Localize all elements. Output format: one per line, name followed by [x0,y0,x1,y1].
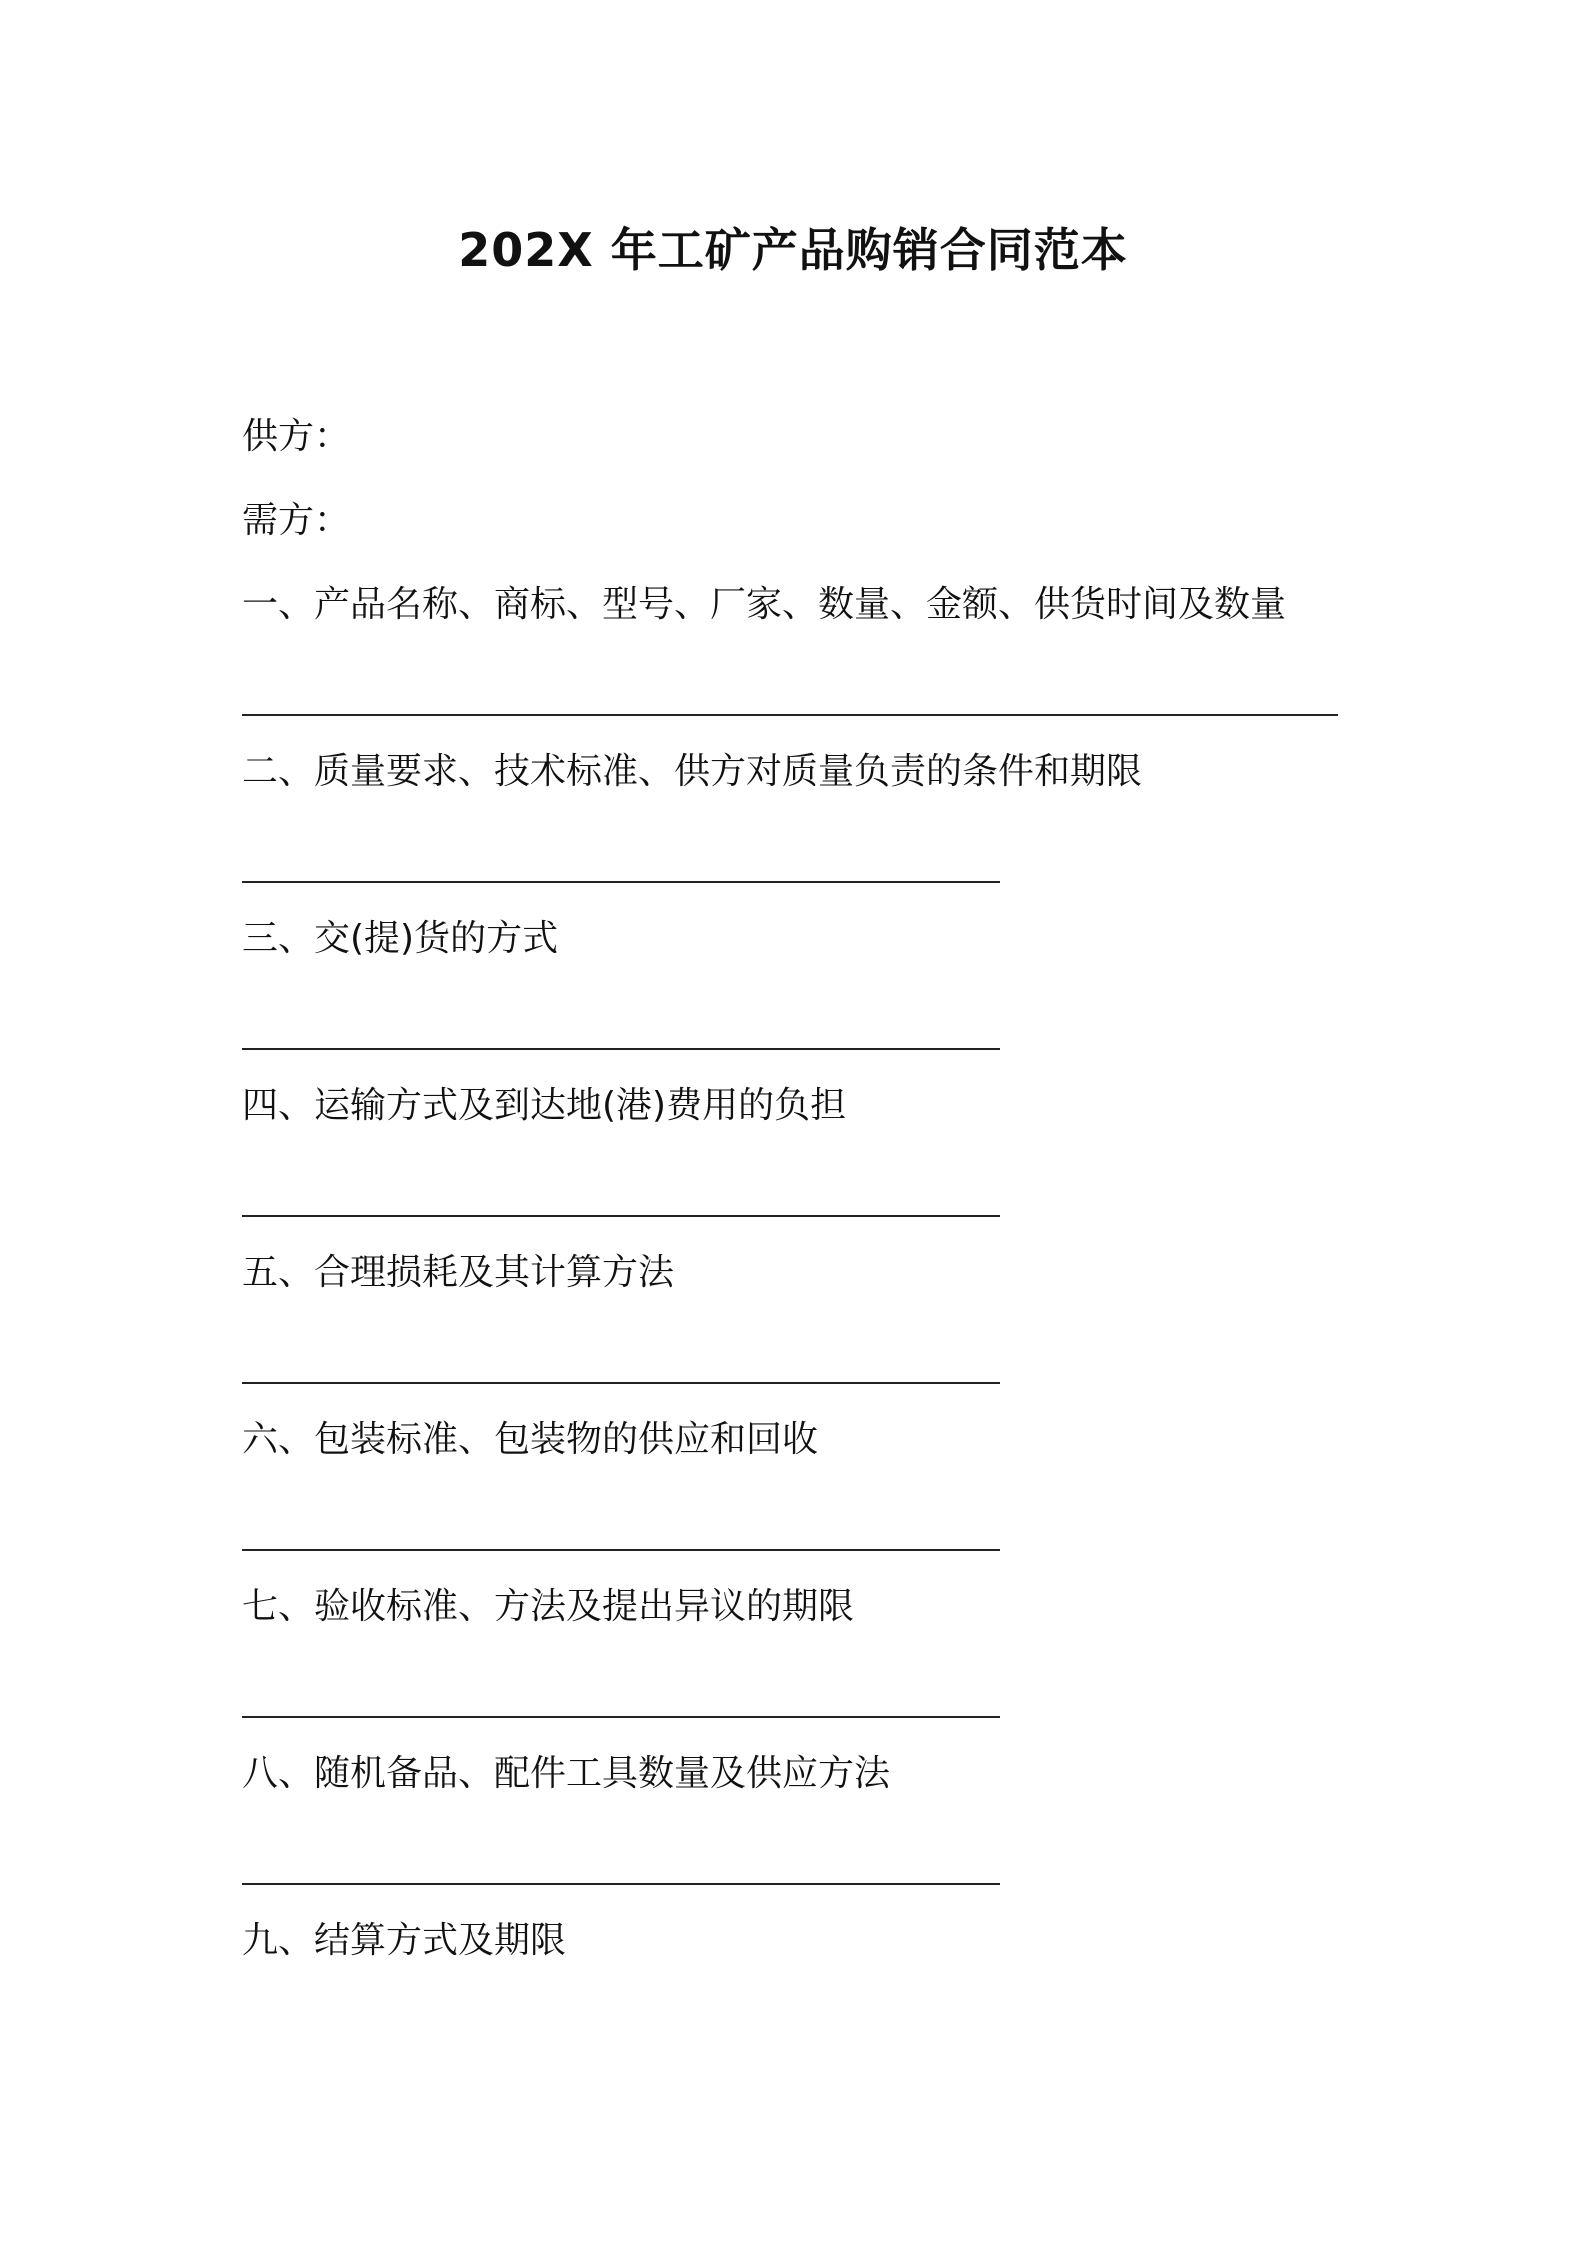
section-4-fill-line [242,1215,1000,1217]
section-1-fill-line [242,714,1338,716]
section-5-fill-line [242,1382,1000,1384]
section-2-fill-line [242,881,1000,883]
section-7-fill-line [242,1716,1000,1718]
section-8-fill-line [242,1883,1000,1885]
section-2-heading: 二、质量要求、技术标准、供方对质量负责的条件和期限 [242,751,1143,792]
section-4-heading: 四、运输方式及到达地(港)费用的负担 [242,1085,847,1126]
section-5-heading: 五、合理损耗及其计算方法 [242,1252,675,1293]
section-3-fill-line [242,1048,1000,1050]
section-9-heading: 九、结算方式及期限 [242,1920,567,1961]
section-8-heading: 八、随机备品、配件工具数量及供应方法 [242,1753,891,1794]
section-1-heading: 一、产品名称、商标、型号、厂家、数量、金额、供货时间及数量 [242,584,1287,625]
section-6-heading: 六、包装标准、包装物的供应和回收 [242,1419,819,1460]
section-3-heading: 三、交(提)货的方式 [242,918,559,959]
section-6-fill-line [242,1549,1000,1551]
buyer-label: 需方： [242,500,351,541]
section-7-heading: 七、验收标准、方法及提出异议的期限 [242,1586,855,1627]
supplier-label: 供方： [242,416,351,457]
document-title: 202X 年工矿产品购销合同范本 [458,223,1128,277]
